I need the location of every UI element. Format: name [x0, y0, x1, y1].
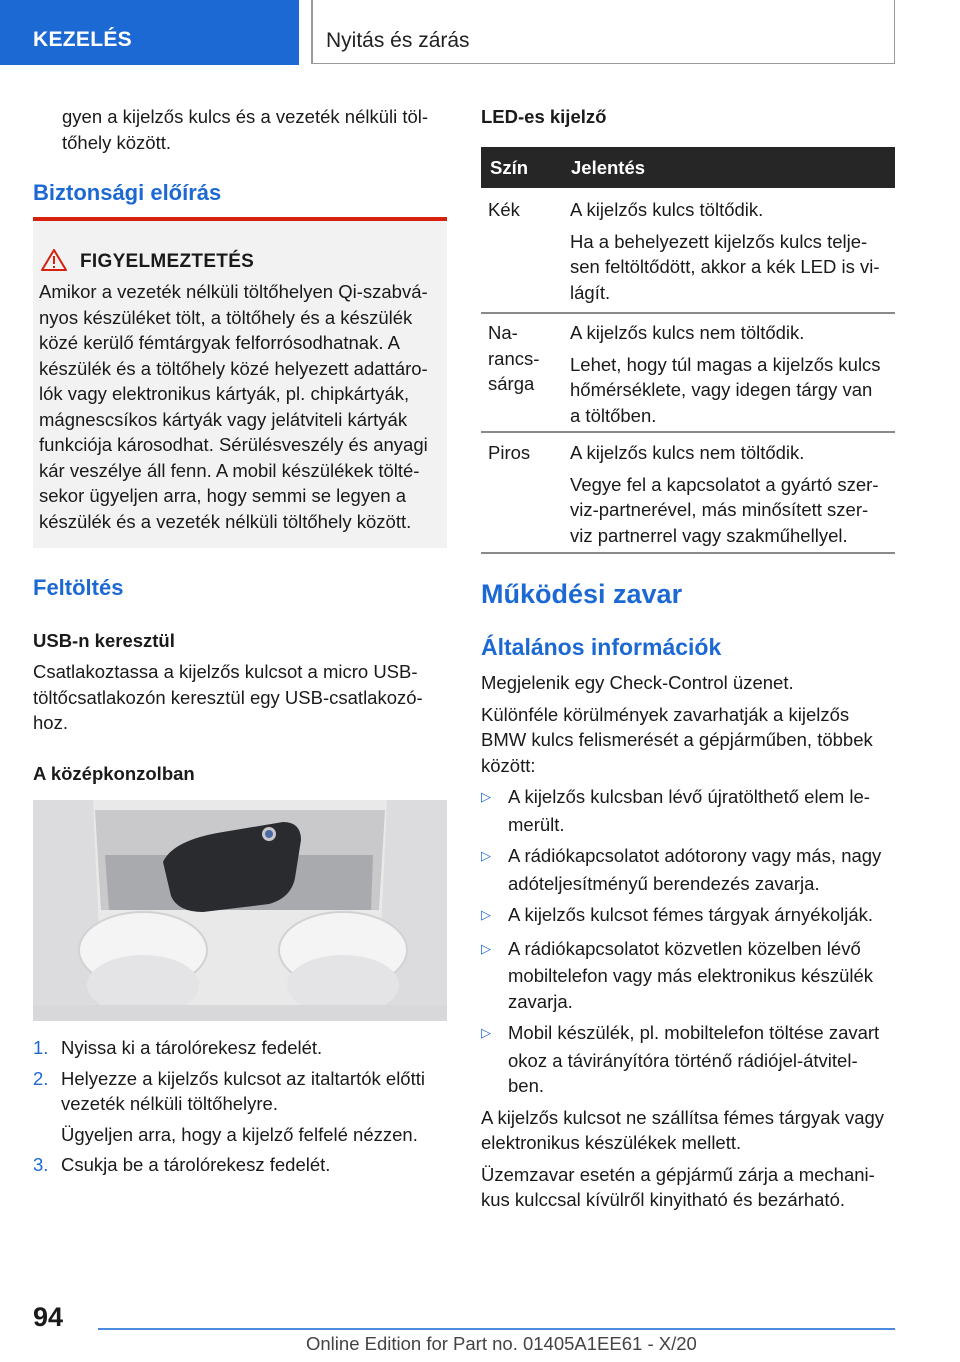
bullet-triangle-icon: ▷ [481, 907, 491, 922]
chapter-tab [311, 0, 895, 64]
text-line: tőhely között. [62, 131, 172, 153]
step-number: 1. [33, 1037, 49, 1058]
list-item [33, 1035, 447, 1061]
text-line: Különféle körülmények zavarhatják a kijelzős [481, 703, 850, 725]
bullet-triangle-icon: ▷ [481, 1025, 491, 1040]
warning-body [39, 279, 443, 534]
text-line: elektronikus készülékek mellett. [481, 1132, 742, 1153]
text-line: készülék és a töltőhely közé helyezett adattáro- [39, 357, 428, 379]
list-item [481, 989, 895, 1015]
chapter-title: Nyitás és zárás [326, 29, 470, 52]
text-line: Piros [488, 442, 531, 463]
footer-rule [98, 1328, 895, 1330]
step-number: 3. [33, 1154, 49, 1175]
text-line: BMW kulcs felismerését a gépjárműben, többek [481, 729, 873, 750]
step-number: 2. [33, 1067, 49, 1089]
text-line: töltőcsatlakozón keresztül egy USB-csatlakozó- [33, 686, 423, 708]
general-info-heading: Általános információk [481, 634, 722, 660]
edition-text: Online Edition for Part no. 01405A1EE61 - X/20 [306, 1333, 697, 1354]
charging-heading: Feltöltés [33, 575, 124, 600]
text-line: A kijelzős kulcs töltődik. [570, 199, 764, 220]
bullet-text: zavarja. [508, 990, 573, 1012]
text-line: Amikor a vezeték nélküli töltőhelyen Qi-szabvá- [39, 281, 428, 302]
step-text: vezeték nélküli töltőhelyre. [61, 1093, 278, 1114]
text-line: Ha a behelyezett kijelzős kulcs telje- [570, 230, 868, 252]
step-note: Ügyeljen arra, hogy a kijelző felfelé nézzen. [61, 1123, 418, 1145]
warning-title: FIGYELMEZTETÉS [80, 251, 255, 272]
list-item [481, 902, 895, 930]
bullet-text: merült. [508, 813, 565, 835]
table-cell-meaning [570, 197, 895, 305]
bullet-text: A rádiókapcsolatot adótorony vagy más, nagy [508, 845, 882, 866]
table-cell-meaning [570, 320, 895, 428]
text-line: A kijelzős kulcsot ne szállítsa fémes tárgyak vagy [481, 1106, 885, 1128]
text-line: Lehet, hogy túl magas a kijelzős kulcs [570, 353, 881, 375]
steps-list [33, 1035, 447, 1178]
list-item [481, 936, 895, 964]
text-line: készülék és a vezeték nélküli töltőhely között. [39, 510, 412, 532]
intro-text [62, 104, 447, 155]
text-line: sekor ügyeljen arra, hogy semmi se legyen a [39, 485, 407, 506]
bullet-text: A kijelzős kulcsot fémes tárgyak árnyékolják. [508, 904, 874, 925]
bullet-triangle-icon: ▷ [481, 789, 491, 804]
center-console-photo [33, 800, 447, 1021]
text-line: hoz. [33, 712, 68, 733]
table-row-divider [481, 312, 895, 314]
text-line: nyos készüléket tölt, a töltőhely és a készülék [39, 306, 413, 328]
text-line: lók vagy elektronikus kártyák, pl. chipkártyák, [39, 383, 410, 404]
step-text: Csukja be a tárolórekesz fedelét. [61, 1154, 331, 1175]
section-tab [0, 0, 299, 65]
table-bottom-border [481, 552, 895, 554]
usb-heading: USB-n keresztül [33, 630, 175, 651]
bullet-triangle-icon: ▷ [481, 940, 491, 956]
text-line: gyen a kijelzős kulcs és a vezeték nélküli töl- [62, 106, 429, 127]
bullet-text: Mobil készülék, pl. mobiltelefon töltése zavart [508, 1022, 880, 1043]
list-item [481, 963, 895, 989]
list-item [33, 1066, 447, 1092]
step-text: Nyissa ki a tárolórekesz fedelét. [61, 1037, 323, 1058]
text-line: kus kulccsal kívülről kinyitható és bezárható. [481, 1189, 846, 1210]
text-line: Vegye fel a kapcsolatot a gyártó szer- [570, 473, 879, 495]
general-info-text [481, 670, 895, 1213]
text-line: rancs- [488, 347, 540, 369]
list-item [33, 1152, 447, 1178]
list-item [33, 1122, 447, 1148]
bullet-text: ben. [508, 1075, 545, 1096]
bullet-triangle-icon: ▷ [481, 848, 491, 863]
text-line: Üzemzavar esetén a gépjármű zárja a mechani- [481, 1163, 875, 1185]
text-line: funkciója károsodhat. Sérülésveszély és anyagi [39, 434, 428, 455]
table-cell-color [488, 440, 530, 466]
text-line: sen feltöltődött, akkor a kék LED is vi- [570, 256, 880, 277]
console-heading: A középkonzolban [33, 763, 195, 784]
text-line: hőmérséklete, vagy idegen tárgy van [570, 379, 873, 400]
table-cell-color [488, 197, 520, 223]
text-line: Kék [488, 199, 520, 220]
table-cell-color [488, 320, 539, 397]
section-title: KEZELÉS [33, 28, 132, 51]
warning-box [33, 217, 447, 548]
console-illustration [33, 800, 447, 1021]
page-number: 94 [33, 1302, 64, 1332]
bullet-text: okoz a távirányítóra történő rádiójel-átvitel- [508, 1049, 858, 1071]
text-line: Na- [488, 322, 518, 343]
text-line: lágít. [570, 281, 611, 303]
list-item [481, 1048, 895, 1074]
list-item [481, 812, 895, 838]
list-item [481, 871, 895, 897]
list-item [481, 1020, 895, 1048]
usb-text [33, 659, 447, 736]
text-line: A kijelzős kulcs nem töltődik. [570, 322, 805, 343]
step-text: Helyezze a kijelzős kulcsot az italtartók előtti [61, 1067, 425, 1089]
list-item [481, 784, 895, 812]
bullet-text: A rádiókapcsolatot közvetlen közelben lévő [508, 937, 861, 959]
column-header-meaning: Jelentés [571, 157, 646, 178]
table-header [481, 147, 895, 188]
text-line: mágnescsíkos kártyák vagy jelátviteli kártyák [39, 408, 408, 430]
text-line: A kijelzős kulcs nem töltődik. [570, 442, 805, 463]
text-line: kár veszélye áll fenn. A mobil készülékek tölté- [39, 459, 420, 481]
list-item [33, 1091, 447, 1117]
malfunction-heading: Működési zavar [481, 579, 683, 609]
warning-triangle-icon [41, 249, 67, 271]
table-cell-meaning [570, 440, 895, 548]
text-line: Megjelenik egy Check-Control üzenet. [481, 672, 794, 693]
safety-heading: Biztonsági előírás [33, 180, 222, 205]
text-line: viz-partnerével, más minősített szer- [570, 499, 869, 520]
text-line: Csatlakoztassa a kijelzős kulcsot a micro USB- [33, 661, 418, 682]
led-heading: LED-es kijelző [481, 106, 607, 127]
bullet-text: adóteljesítményű berendezés zavarja. [508, 872, 820, 894]
table-row-divider [481, 431, 895, 433]
text-line: sárga [488, 373, 535, 394]
text-line: viz partnerrel vagy szakműhellyel. [570, 524, 848, 546]
text-line: közé kerülő fémtárgyak felforrósodhatnak. A [39, 332, 400, 353]
bullet-text: A kijelzős kulcsban lévő újratölthető elem le- [508, 786, 870, 807]
bullet-text: mobiltelefon vagy más elektronikus készülék [508, 965, 874, 986]
text-line: a töltőben. [570, 404, 657, 426]
text-line: között: [481, 754, 536, 776]
list-item [481, 843, 895, 871]
column-header-color: Szín [490, 157, 529, 178]
list-item [481, 1073, 895, 1099]
